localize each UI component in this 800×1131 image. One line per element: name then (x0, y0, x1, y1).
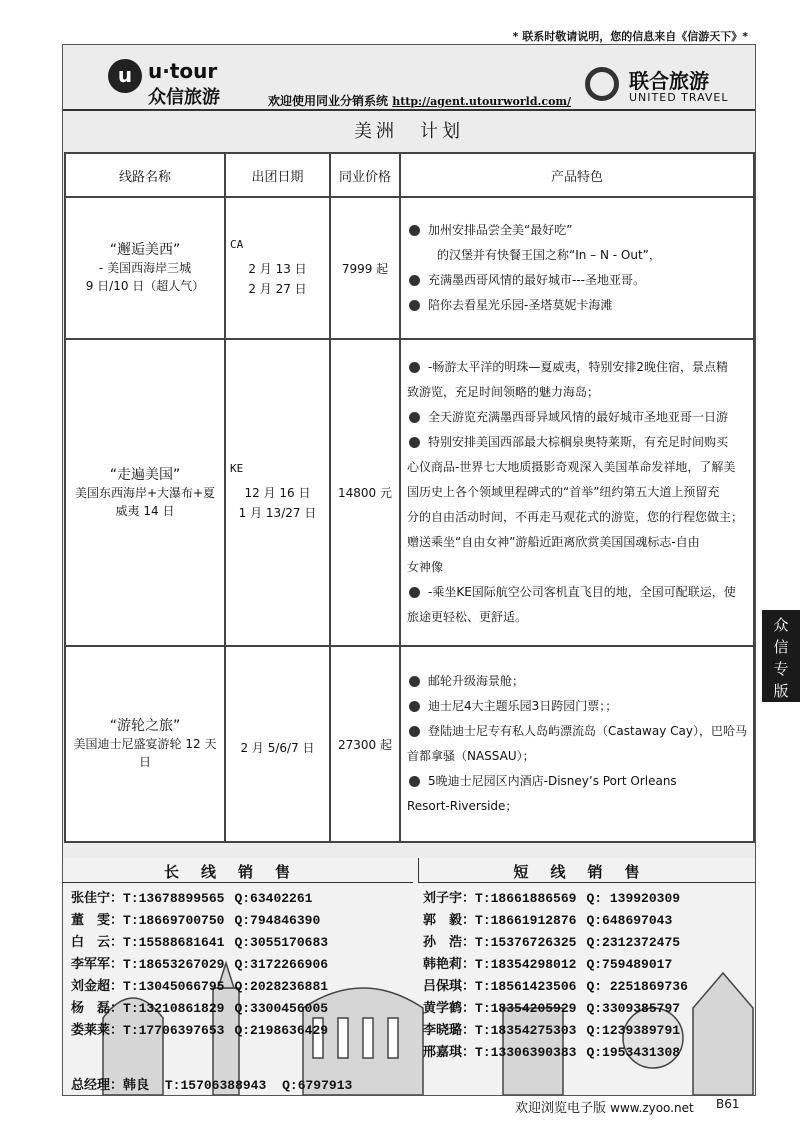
gm-tel: T:15706388943 (164, 1078, 267, 1093)
side-tab-char: 众 (773, 616, 789, 634)
feature-text: 登陆迪士尼专有私人岛屿漂流岛（Castaway Cay），巴哈马 (428, 724, 747, 738)
contact-qq: Q:794846390 (234, 913, 321, 928)
contact-name: 刘金超 (71, 979, 111, 994)
feature-continuation: 女神像 (407, 560, 444, 574)
contact-tel: T:18669700750 (123, 913, 225, 928)
feature-item (407, 355, 747, 380)
contact-name: 娄莱莱 (71, 1023, 111, 1038)
sales-contact-row: 李军军：T:18653267029 Q:3172266906 (71, 957, 329, 972)
contact-name: 刘子宇 (423, 891, 463, 906)
features-cell (400, 197, 754, 339)
source-note: * 联系时敬请说明，您的信息来自《信游天下》* (512, 30, 748, 43)
contact-qq: Q:2312372475 (586, 935, 681, 950)
feature-text: 特别安排美国西部最大棕榈泉奥特莱斯，有充足时间购买 (428, 435, 729, 449)
feature-text: -乘坐KE国际航空公司客机直飞目的地，全国可配联运，使 (428, 585, 736, 599)
contact-qq: Q:648697043 (586, 913, 673, 928)
utour-logo-icon: u (108, 59, 142, 93)
bullet-dot-icon (409, 437, 420, 448)
bullet-dot-icon (409, 701, 420, 712)
contact-tel: T:18561423506 (475, 979, 577, 994)
contact-qq: Q:3172266906 (234, 957, 329, 972)
header-divider (63, 109, 755, 111)
bullet-dot-icon (409, 676, 420, 687)
flyer-frame (62, 44, 756, 1096)
contact-name: 董 雯 (71, 913, 111, 928)
airline-code: CA (230, 237, 244, 251)
table-row (65, 646, 754, 842)
sales-contact-row: 刘子宇：T:18661886569 Q: 139920309 (423, 891, 681, 906)
departure-date: 1 月 13/27 日 (238, 506, 317, 520)
trade-price: 7999 起 (330, 197, 400, 339)
contact-qq: Q:2028236881 (234, 979, 329, 994)
sales-contact-row: 黄学鹤：T:18354205929 Q:3309385797 (423, 1001, 681, 1016)
departure-date: 2 月 13 日 (248, 261, 307, 276)
feature-item (407, 669, 747, 694)
table-row (65, 197, 754, 339)
contact-qq: Q:2198636429 (234, 1023, 329, 1038)
feature-item (407, 769, 747, 794)
contact-tel: T:18661912876 (475, 913, 577, 928)
sales-contact-row: 娄莱莱：T:17706397653 Q:2198636429 (71, 1023, 329, 1038)
utour-logo-cn: 众信旅游 (148, 87, 220, 108)
sales-contact-row: 吕保琪：T:18561423506 Q: 2251869736 (423, 979, 688, 994)
route-name-cell (65, 646, 225, 842)
united-travel-logo-cn: 联合旅游 (629, 69, 709, 93)
gm-qq: Q:6797913 (282, 1078, 353, 1093)
trade-price: 27300 起 (330, 646, 400, 842)
route-duration: 9 日/10 日（超人气） (85, 279, 205, 293)
contact-tel: T:15376726325 (475, 935, 577, 950)
bullet-dot-icon (409, 362, 420, 373)
header (63, 45, 755, 115)
sales-contact-row: 邢嘉琪：T:13306390383 Q:1953431308 (423, 1045, 681, 1060)
header-route-name: 线路名称 (65, 153, 225, 197)
welcome-text: 欢迎使用同业分销系统 (268, 94, 389, 108)
footer-site-link[interactable]: www.zyoo.net (610, 1101, 694, 1115)
contact-tel: T:13210861829 (123, 1001, 225, 1016)
departure-date: 12 月 16 日 (244, 486, 311, 500)
long-sales-header (63, 858, 413, 883)
short-sales-header (418, 858, 756, 883)
features-cell (400, 646, 754, 842)
footer-welcome: 欢迎浏览电子版 (515, 1101, 607, 1116)
feature-item (407, 268, 747, 293)
feature-continuation: 分的自由活动时间，不再走马观花式的游览，您的行程您做主； (407, 510, 744, 524)
feature-item (407, 405, 747, 430)
feature-item (407, 430, 747, 455)
bullet-dot-icon (409, 225, 420, 236)
departure-date-cell (225, 646, 330, 842)
feature-item (407, 293, 747, 318)
contact-name: 韩艳莉 (423, 957, 463, 972)
contact-tel: T:15588681641 (123, 935, 225, 950)
feature-continuation: 心仪商品-世界七大地质摄影奇观深入美国革命发祥地，了解美 (407, 460, 736, 474)
feature-text: -畅游太平洋的明珠—夏威夷，特别安排2晚住宿，景点精 (428, 360, 728, 374)
sales-contact-row: 郭 毅：T:18661912876 Q:648697043 (423, 913, 673, 928)
feature-continuation: Resort-Riverside； (407, 799, 518, 813)
contact-tel: T:18653267029 (123, 957, 225, 972)
feature-continuation: 首都拿骚（NASSAU）； (407, 749, 535, 763)
route-duration: 威夷 14 日 (115, 503, 175, 518)
departure-date-cell (225, 339, 330, 646)
welcome-line (268, 92, 571, 109)
contact-tel: T:17706397653 (123, 1023, 225, 1038)
feature-text: 全天游览充满墨西哥异域风情的最好城市圣地亚哥一日游 (428, 410, 729, 424)
feature-item (407, 719, 747, 744)
sales-contact-row: 李晓璐：T:18354275303 Q:1239389791 (423, 1023, 681, 1038)
contact-name: 张佳宁 (71, 891, 111, 906)
route-title: “邂逅美西” (109, 242, 181, 258)
feature-item (407, 694, 747, 719)
contact-qq: Q:63402261 (234, 891, 313, 906)
feature-text: 充满墨西哥风情的最好城市---圣地亚哥。 (428, 273, 645, 287)
side-tab-char: 信 (773, 638, 789, 656)
route-subtitle: 美国迪士尼盛宴游轮 12 天 (73, 737, 217, 751)
route-duration: 日 (138, 755, 151, 769)
sales-contact-row: 刘金超：T:13045066795 Q:2028236881 (71, 979, 329, 994)
contact-tel: T:13678899565 (123, 891, 225, 906)
contact-name: 白 云 (71, 935, 111, 950)
airline-code: KE (230, 462, 244, 475)
sales-contact-row: 韩艳莉：T:18354298012 Q:759489017 (423, 957, 673, 972)
sales-panel (63, 858, 755, 1095)
contact-name: 吕保琪 (423, 979, 463, 994)
feature-continuation: 旅途更轻松、更舒适。 (407, 610, 528, 624)
route-title: “走遍美国” (109, 466, 181, 483)
contact-qq: Q:3309385797 (586, 1001, 681, 1016)
feature-text: 陪你去看星光乐园-圣塔莫妮卡海滩 (428, 298, 613, 312)
route-name-cell (65, 339, 225, 646)
contact-tel: T:18354275303 (475, 1023, 577, 1038)
features-cell (400, 339, 754, 646)
sales-contact-row: 杨 磊：T:13210861829 Q:3300456005 (71, 1001, 329, 1016)
feature-continuation: 赠送乘坐“自由女神”游船近距离欣赏美国国魂标志-自由 (407, 535, 700, 549)
general-manager-contact: 总经理：韩良 T:15706388943 Q:6797913 (71, 1078, 353, 1093)
contact-tel: T:18661886569 (475, 891, 577, 906)
short-sales-title: 短线销售 (513, 863, 662, 881)
long-sales-title: 长线销售 (163, 863, 312, 881)
departure-date-cell (225, 197, 330, 339)
side-tab-char: 专 (773, 660, 789, 678)
agent-url-link[interactable]: http://agent.utourworld.com/ (392, 95, 572, 108)
contact-tel: T:18354298012 (475, 957, 577, 972)
route-subtitle: 美国东西海岸+大瀑布+夏 (74, 485, 216, 500)
bullet-dot-icon (409, 587, 420, 598)
table-row (65, 339, 754, 646)
trade-price: 14800 元 (330, 339, 400, 646)
feature-text: 加州安排品尝全美“最好吃” (428, 223, 573, 237)
bullet-dot-icon (409, 412, 420, 423)
page-number: B61 (716, 1097, 740, 1111)
side-tab (762, 610, 800, 702)
route-subtitle: - 美国西海岸三城 (98, 261, 192, 275)
bullet-dot-icon (409, 275, 420, 286)
feature-item (407, 580, 747, 605)
gm-label: 总经理 (71, 1078, 111, 1093)
sales-contact-row: 白 云：T:15588681641 Q:3055170683 (71, 935, 329, 950)
feature-text: 邮轮升级海景舱； (428, 674, 525, 688)
sales-contact-row: 董 雯：T:18669700750 Q:794846390 (71, 913, 321, 928)
contact-qq: Q: 2251869736 (586, 979, 688, 994)
contact-tel: T:13045066795 (123, 979, 225, 994)
sales-contact-row: 孙 浩：T:15376726325 Q:2312372475 (423, 935, 681, 950)
contact-name: 郭 毅 (423, 913, 463, 928)
contact-name: 李晓璐 (423, 1023, 463, 1038)
utour-logo-en: u·tour (148, 59, 218, 83)
contact-qq: Q:3300456005 (234, 1001, 329, 1016)
bullet-dot-icon (409, 776, 420, 787)
header-trade-price: 同业价格 (330, 153, 400, 197)
header-features: 产品特色 (400, 153, 754, 197)
contact-qq: Q:1239389791 (586, 1023, 681, 1038)
contact-qq: Q:1953431308 (586, 1045, 681, 1060)
departure-date: 2 月 27 日 (248, 281, 307, 296)
contact-qq: Q:759489017 (586, 957, 673, 972)
feature-continuation: 国历史上各个领域里程碑式的“首举”纽约第五大道上预留充 (407, 485, 720, 499)
feature-text: 5晚迪士尼园区内酒店-Disney’s Port Orleans (428, 774, 677, 788)
contact-qq: Q:3055170683 (234, 935, 329, 950)
feature-item (407, 218, 747, 243)
united-travel-logo-en: UNITED TRAVEL (629, 91, 729, 104)
contact-name: 黄学鹤 (423, 1001, 463, 1016)
feature-continuation: 的汉堡并有快餐王国之称“In – N - Out”， (437, 248, 661, 262)
feature-continuation: 致游览，充足时间领略的魅力海岛； (407, 385, 600, 399)
gm-name: 韩良 (123, 1078, 150, 1093)
route-title: “游轮之旅” (109, 718, 181, 734)
departure-date: 2 月 5/6/7 日 (240, 741, 315, 755)
feature-text: 迪士尼4大主题乐园3日跨园门票；； (428, 699, 618, 713)
bullet-dot-icon (409, 300, 420, 311)
united-travel-logo-icon (585, 67, 619, 101)
page-title: 美洲 计划 (354, 121, 464, 142)
route-name-cell (65, 197, 225, 339)
contact-tel: T:18354205929 (475, 1001, 577, 1016)
sales-contact-row: 张佳宁：T:13678899565 Q:63402261 (71, 891, 313, 906)
contact-name: 邢嘉琪 (423, 1045, 463, 1060)
contact-name: 李军军 (71, 957, 111, 972)
contact-qq: Q: 139920309 (586, 891, 681, 906)
route-table (64, 152, 755, 843)
contact-tel: T:13306390383 (475, 1045, 577, 1060)
header-departure-date: 出团日期 (225, 153, 330, 197)
contact-name: 杨 磊 (71, 1001, 111, 1016)
bullet-dot-icon (409, 726, 420, 737)
contact-name: 孙 浩 (423, 935, 463, 950)
table-header-row (65, 153, 754, 197)
footer (515, 1097, 694, 1116)
side-tab-char: 版 (773, 682, 789, 700)
